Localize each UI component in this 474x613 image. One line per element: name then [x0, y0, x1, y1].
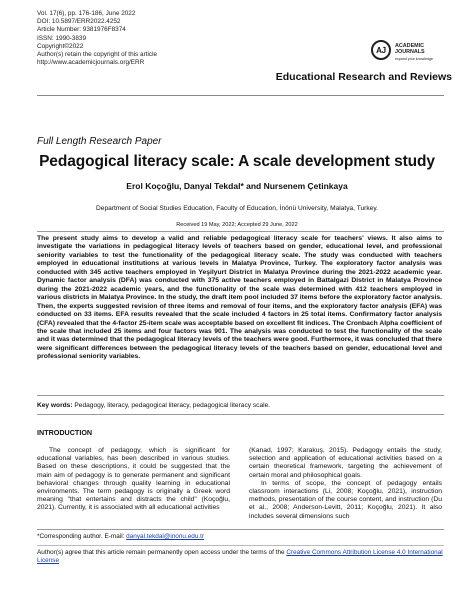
- license-link[interactable]: Creative Commons Attribution License 4.0 International License: [37, 549, 443, 565]
- meta-doi: DOI: 10.5897/ERR2022.4252: [37, 18, 121, 26]
- logo-line-1: ACADEMIC: [395, 43, 425, 49]
- article-title: Pedagogical literacy scale: A scale development study: [39, 153, 435, 170]
- meta-issn: ISSN: 1990-3839: [37, 34, 87, 42]
- received-dates: Received 19 May, 2022; Accepted 29 June, 2022: [176, 222, 298, 228]
- abstract-bottom-divider: [37, 395, 444, 396]
- meta-copyright-note: Author(s) retain the copyright of this article: [37, 51, 158, 59]
- article-authors: Erol Koçoğlu, Danyal Tekdal* and Nursenem Çetinkaya: [126, 181, 348, 191]
- body-column-right: [249, 447, 442, 521]
- journal-title: Educational Research and Reviews: [275, 71, 452, 83]
- keywords-label: Key words:: [37, 402, 73, 409]
- intro-paragraph-1-continued: (Kanad, 1997; Karakuş, 2015). Pedagogy entails the study, selection and application of educational activities based on a certain theoretical framework, targeting the achievement of certain moral and philosophical goals.: [249, 447, 442, 479]
- abstract: [37, 235, 442, 362]
- logo-tagline: expand your knowledge: [395, 56, 433, 61]
- intro-paragraph-2: In terms of scope, the concept of pedagogy entails classroom interactions (Li, 2008; Koçoğlu, 2021), instruction methods, presentation of the course content, and instruction (Du et al., 2008; Anderson-Levitt, 2011; Koçoğlu, 2021). It also includes several dimensions such: [249, 479, 442, 520]
- body-column-left: [37, 447, 230, 513]
- abstract-top-divider: [37, 231, 444, 232]
- logo-text: [395, 43, 433, 62]
- author-affiliation: Department of Social Studies Education, Faculty of Education, İnönü University, Malatya, Turkey.: [96, 205, 378, 212]
- article-meta: [37, 10, 237, 67]
- header-divider: [37, 95, 444, 96]
- keywords-text: Pedagogy, literacy, pedagogical literacy, pedagogical literacy scale.: [74, 402, 271, 409]
- meta-volume: Vol. 17(6), pp. 176-186, June 2022: [37, 10, 136, 17]
- footnote-divider: [37, 529, 444, 530]
- corresponding-email-link[interactable]: danyal.tekdal@inonu.edu.tr: [126, 533, 205, 540]
- license-divider: [37, 545, 444, 546]
- keywords-divider: [37, 414, 444, 415]
- corresponding-author-note: [37, 533, 204, 540]
- article-type: Full Length Research Paper: [37, 136, 162, 147]
- meta-url[interactable]: http://www.academicjournals.org/ERR: [37, 59, 145, 67]
- publisher-logo: [371, 40, 451, 64]
- meta-article-number: Article Number: 9381976F8374: [37, 26, 126, 34]
- logo-line-2: JOURNALS: [395, 49, 425, 56]
- meta-copyright: Copyright©2022: [37, 42, 84, 50]
- license-note: [37, 549, 447, 565]
- keywords: [37, 402, 270, 409]
- abstract-text: The present study aims to develop a valid and reliable pedagogical literacy scale for teachers' views. It also aims to investigate the variations in pedagogical literacy levels of teachers based on gender, educational level, and professional seniority variables to test the functionality of the pedagogical literacy scale. The study was conducted with teachers employed in educational institutions at various levels in Malatya Province, Turkey. The exploratory factor analysis was conducted with 345 active teachers employed in Yeşilyurt District in Malatya Province during the 2021-2022 academic year. Dynamic factor analysis (DFA) was conducted with 375 active teachers employed in Battalgazi District in Malatya Province during the 2021-2022 academic years, and the functionality of the scale was determined with 412 teachers employed in various districts in Malatya Province. In the study, the draft item pool included 37 items before the exploratory factor analysis. Then, the experts suggested revision of three items and removal of four items, and the exploratory factor analysis (EFA) was conducted on 33 items. EFA results revealed that the scale included 4 factors in 25 total items. Confirmatory factor analysis (CFA) revealed that the 4-factor 25-item scale was acceptable based on excellent fit indices. The Cronbach Alpha coefficient of the scale that included 25 items and four factors was 901. The analysis was conducted to test the functionality of the scale and it was determined that the pedagogical literacy levels of the teachers were good. Furthermore, it was concluded that there were significant differences between the pedagogical literacy levels of the teachers based on gender, educational level and professional seniority variables.: [37, 235, 442, 361]
- intro-paragraph-1: The concept of pedagogy, which is significant for educational variables, has been described in various studies. Based on these descriptions, it could be suggested that the main aim of pedagogy is to generate permanent and significant behavioral changes through quality learning in educational environments. The term pedagogy is originally a Greek word meaning "that entertains and distracts the child" (Koçoğlu, 2021). Currently, it is associated with all educational activities: [37, 447, 230, 512]
- logo-mark: AJ: [371, 40, 391, 60]
- section-heading-introduction: INTRODUCTION: [37, 428, 93, 437]
- license-text: Author(s) agree that this article remain permanently open access under the terms of the: [37, 549, 285, 556]
- corresponding-label: *Corresponding author. E-mail:: [37, 533, 125, 540]
